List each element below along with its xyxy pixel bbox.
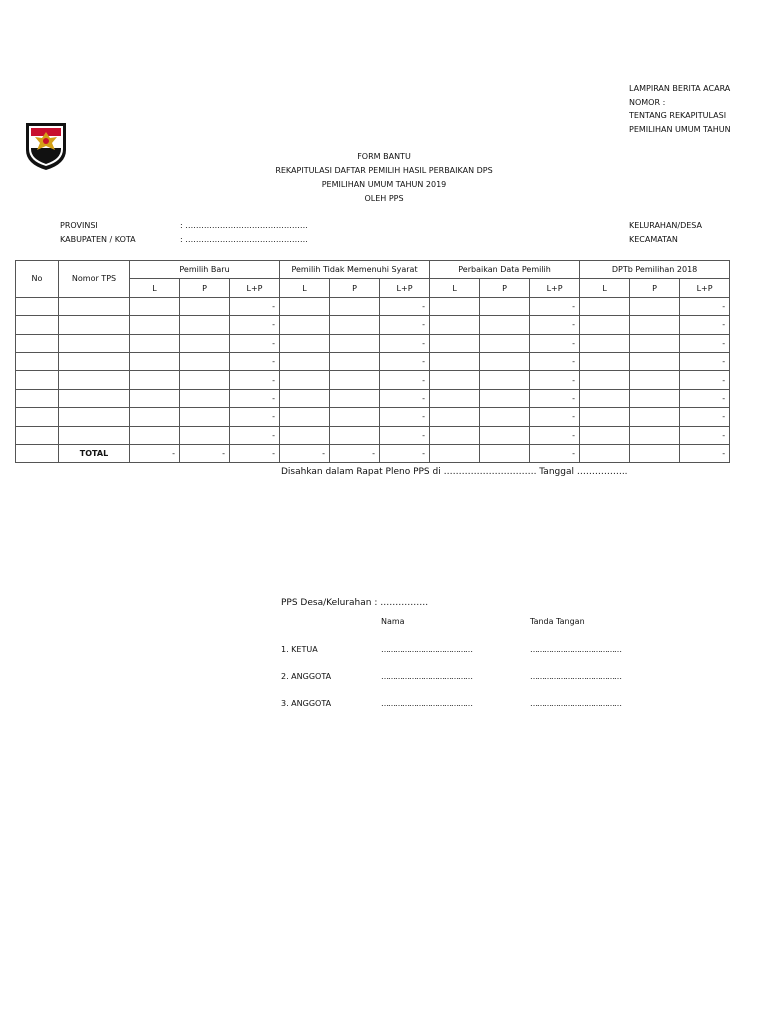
total-lp-cell[interactable]: - (680, 371, 730, 389)
table-cell[interactable] (130, 352, 180, 370)
table-cell[interactable] (630, 316, 680, 334)
table-cell[interactable] (630, 408, 680, 426)
table-cell[interactable] (180, 352, 230, 370)
table-cell[interactable] (130, 297, 180, 315)
total-cell (630, 444, 680, 462)
total-cell (580, 444, 630, 462)
provinsi-label: PROVINSI (60, 221, 98, 230)
table-row (16, 334, 730, 352)
table-cell[interactable] (16, 426, 59, 444)
table-cell[interactable] (330, 297, 380, 315)
kabupaten-value: : ………………………………………. (180, 234, 308, 244)
table-cell[interactable] (59, 389, 130, 407)
form-header (0, 152, 768, 208)
table-cell[interactable] (59, 371, 130, 389)
table-cell[interactable] (180, 426, 230, 444)
total-lp-cell[interactable]: - (230, 334, 280, 352)
sig-role-anggota-2: 3. ANGGOTA (281, 699, 332, 708)
subheader-cell: L (580, 279, 630, 297)
table-cell[interactable] (480, 334, 530, 352)
table-cell[interactable] (480, 297, 530, 315)
info-left-values (180, 221, 308, 248)
info-left-labels (60, 221, 136, 248)
table-cell[interactable] (180, 316, 230, 334)
table-cell[interactable] (430, 334, 480, 352)
table-cell[interactable] (430, 297, 480, 315)
total-cell: - (330, 444, 380, 462)
subheader-cell: P (630, 279, 680, 297)
table-cell[interactable] (580, 352, 630, 370)
total-label: TOTAL (59, 444, 130, 462)
table-row (16, 371, 730, 389)
table-row (16, 408, 730, 426)
col-nomor-tps: Nomor TPS (59, 261, 130, 298)
table-cell[interactable] (580, 316, 630, 334)
table-cell[interactable] (630, 297, 680, 315)
total-lp-cell[interactable]: - (680, 352, 730, 370)
table-cell[interactable] (280, 426, 330, 444)
total-lp-cell[interactable]: - (530, 371, 580, 389)
total-lp-cell[interactable]: - (530, 334, 580, 352)
provinsi-value: : ………………………………………. (180, 221, 308, 230)
total-lp-cell[interactable]: - (530, 297, 580, 315)
total-cell: - (280, 444, 330, 462)
subheader-cell: L+P (680, 279, 730, 297)
total-lp-cell[interactable]: - (530, 426, 580, 444)
form-year: PEMILIHAN UMUM TAHUN 2019 (321, 180, 447, 189)
lampiran-line: LAMPIRAN BERITA ACARA (629, 84, 731, 93)
total-lp-cell[interactable]: - (230, 371, 280, 389)
sig-sign-line[interactable]: ………………………………… (530, 672, 621, 681)
table-cell[interactable] (580, 426, 630, 444)
table-cell[interactable] (630, 389, 680, 407)
subheader-cell: L (430, 279, 480, 297)
table-cell[interactable] (280, 408, 330, 426)
sig-nama-header: Nama (381, 617, 405, 626)
kabupaten-label: KABUPATEN / KOTA (60, 234, 136, 244)
table-cell[interactable] (430, 389, 480, 407)
info-right (629, 221, 702, 248)
table-cell[interactable] (59, 426, 130, 444)
total-lp-cell[interactable]: - (230, 316, 280, 334)
table-cell[interactable] (280, 371, 330, 389)
table-cell[interactable] (630, 334, 680, 352)
total-lp-cell[interactable]: - (230, 352, 280, 370)
sig-name-line[interactable]: ………………………………… (381, 672, 472, 681)
table-cell[interactable] (630, 352, 680, 370)
table-cell[interactable] (480, 426, 530, 444)
total-cell: - (230, 444, 280, 462)
table-row (16, 426, 730, 444)
table-cell[interactable] (330, 316, 380, 334)
subheader-cell: P (180, 279, 230, 297)
table-cell[interactable] (130, 389, 180, 407)
group-pemilih-tms: Pemilih Tidak Memenuhi Syarat (280, 261, 430, 279)
table-cell[interactable] (16, 334, 59, 352)
sig-sign-line[interactable]: ………………………………… (530, 699, 621, 708)
table-cell[interactable] (280, 297, 330, 315)
subheader-cell: L+P (230, 279, 280, 297)
table-cell[interactable] (16, 389, 59, 407)
pps-desa-text: PPS Desa/Kelurahan : ……………. (281, 598, 429, 608)
table-body (16, 297, 730, 463)
col-no: No (16, 261, 59, 298)
total-lp-cell[interactable]: - (680, 297, 730, 315)
table-cell[interactable] (180, 389, 230, 407)
table-cell[interactable] (130, 426, 180, 444)
table-cell[interactable] (430, 408, 480, 426)
table-cell[interactable] (430, 426, 480, 444)
table-cell[interactable] (280, 316, 330, 334)
sig-role-anggota-1: 2. ANGGOTA (281, 672, 332, 681)
table-cell[interactable] (330, 352, 380, 370)
table-cell[interactable] (330, 334, 380, 352)
total-lp-cell[interactable]: - (680, 316, 730, 334)
table-cell[interactable] (180, 297, 230, 315)
table-total-row (16, 444, 730, 462)
total-lp-cell[interactable]: - (230, 297, 280, 315)
subheader-cell: L+P (380, 279, 430, 297)
table-cell[interactable] (580, 297, 630, 315)
lampiran-nomor: NOMOR : (629, 97, 666, 107)
table-cell[interactable] (480, 389, 530, 407)
lampiran-tentang: TENTANG REKAPITULASI (629, 111, 727, 120)
table-cell[interactable] (130, 316, 180, 334)
table-cell[interactable] (130, 371, 180, 389)
table-cell[interactable] (180, 371, 230, 389)
table-cell[interactable] (59, 408, 130, 426)
table-cell[interactable] (16, 297, 59, 315)
table-cell[interactable] (130, 408, 180, 426)
form-title: FORM BANTU (357, 152, 411, 161)
total-lp-cell[interactable]: - (380, 371, 430, 389)
total-cell: - (680, 444, 730, 462)
table-cell[interactable] (630, 371, 680, 389)
total-lp-cell[interactable]: - (380, 316, 430, 334)
table-cell[interactable] (330, 408, 380, 426)
total-lp-cell[interactable]: - (380, 426, 430, 444)
kecamatan-label: KECAMATAN (629, 234, 678, 244)
table-cell[interactable] (580, 408, 630, 426)
total-cell: - (130, 444, 180, 462)
table-cell[interactable] (330, 371, 380, 389)
sig-name-line[interactable]: ………………………………… (381, 645, 472, 654)
total-lp-cell[interactable]: - (530, 408, 580, 426)
table-cell[interactable] (180, 334, 230, 352)
subheader-cell: P (330, 279, 380, 297)
kelurahan-label: KELURAHAN/DESA (629, 221, 703, 230)
total-lp-cell[interactable]: - (680, 408, 730, 426)
table-cell[interactable] (280, 334, 330, 352)
table-cell[interactable] (180, 408, 230, 426)
total-lp-cell[interactable]: - (230, 389, 280, 407)
table-cell[interactable] (16, 316, 59, 334)
table-cell[interactable] (59, 297, 130, 315)
total-lp-cell[interactable]: - (380, 352, 430, 370)
sig-sign-line[interactable]: ………………………………… (530, 645, 621, 654)
table-header-row (16, 261, 730, 279)
table-cell[interactable] (130, 334, 180, 352)
table-cell[interactable] (280, 389, 330, 407)
table-cell[interactable] (480, 371, 530, 389)
total-lp-cell[interactable]: - (380, 408, 430, 426)
subheader-cell: L (280, 279, 330, 297)
table-cell[interactable] (59, 334, 130, 352)
total-lp-cell[interactable]: - (680, 334, 730, 352)
total-cell: - (380, 444, 430, 462)
subheader-cell: L (130, 279, 180, 297)
total-cell: - (530, 444, 580, 462)
table-cell[interactable] (580, 334, 630, 352)
table-cell[interactable] (430, 316, 480, 334)
sig-name-line[interactable]: ………………………………… (381, 699, 472, 708)
table-cell[interactable] (580, 389, 630, 407)
table-cell (16, 444, 59, 462)
form-subtitle: REKAPITULASI DAFTAR PEMILIH HASIL PERBAIKAN DPS (275, 166, 493, 175)
table-row (16, 389, 730, 407)
total-lp-cell[interactable]: - (230, 408, 280, 426)
total-lp-cell[interactable]: - (380, 334, 430, 352)
subheader-cell: L+P (530, 279, 580, 297)
table-cell[interactable] (480, 316, 530, 334)
total-lp-cell[interactable]: - (680, 389, 730, 407)
disahkan-text: Disahkan dalam Rapat Pleno PPS di …………………………. Tanggal …………….. (281, 467, 628, 477)
total-cell: - (180, 444, 230, 462)
sig-tanda-header: Tanda Tangan (530, 617, 585, 626)
rekap-table (15, 260, 730, 463)
total-lp-cell[interactable]: - (530, 316, 580, 334)
table-cell[interactable] (59, 352, 130, 370)
total-lp-cell[interactable]: - (530, 352, 580, 370)
table-cell[interactable] (480, 408, 530, 426)
group-perbaikan-data: Perbaikan Data Pemilih (430, 261, 580, 279)
table-row (16, 316, 730, 334)
total-lp-cell[interactable]: - (380, 389, 430, 407)
table-cell[interactable] (430, 352, 480, 370)
table-cell[interactable] (59, 316, 130, 334)
table-cell[interactable] (580, 371, 630, 389)
table-cell[interactable] (330, 426, 380, 444)
total-lp-cell[interactable]: - (380, 297, 430, 315)
total-lp-cell[interactable]: - (530, 389, 580, 407)
sig-role-ketua: 1. KETUA (281, 645, 318, 654)
total-lp-cell[interactable]: - (230, 426, 280, 444)
lampiran-block (629, 84, 768, 138)
total-cell (480, 444, 530, 462)
table-cell[interactable] (16, 371, 59, 389)
table-cell[interactable] (330, 389, 380, 407)
form-by: OLEH PPS (364, 194, 404, 203)
table-cell[interactable] (280, 352, 330, 370)
group-pemilih-baru: Pemilih Baru (130, 261, 280, 279)
table-cell[interactable] (630, 426, 680, 444)
table-cell[interactable] (430, 371, 480, 389)
total-lp-cell[interactable]: - (680, 426, 730, 444)
group-dptb: DPTb Pemilihan 2018 (580, 261, 730, 279)
table-row (16, 352, 730, 370)
subheader-cell: P (480, 279, 530, 297)
table-row (16, 297, 730, 315)
total-cell (430, 444, 480, 462)
table-cell[interactable] (16, 408, 59, 426)
table-cell[interactable] (480, 352, 530, 370)
table-cell[interactable] (16, 352, 59, 370)
lampiran-pemilihan: PEMILIHAN UMUM TAHUN (629, 124, 731, 134)
